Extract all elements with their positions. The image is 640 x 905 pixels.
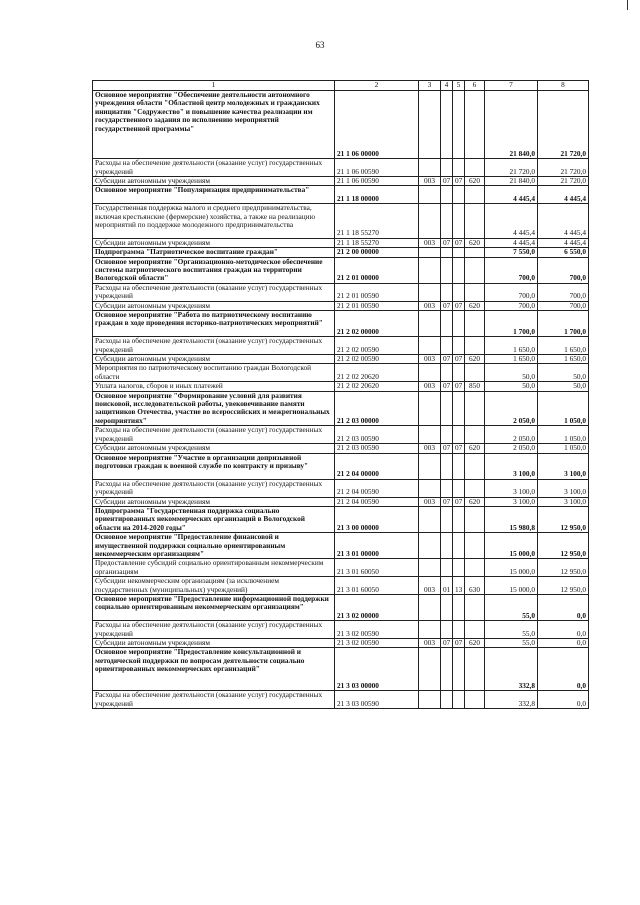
section-code-cell: [441, 453, 453, 479]
table-row: [93, 159, 589, 177]
header-cell: 7: [485, 81, 538, 91]
subsection-code-cell: 07: [453, 382, 465, 391]
subsection-code-cell: [453, 186, 465, 204]
ministry-code-cell: [419, 257, 441, 283]
row-name-cell: Основное мероприятие "Популяризация предпринимательства": [93, 186, 335, 204]
row-name-cell: Основное мероприятие "Предоставление финансовой и имущественной поддержки социально ориентированным некоммерческим организациям": [93, 533, 335, 559]
subsection-code-cell: [453, 621, 465, 639]
subsection-code-cell: [453, 283, 465, 301]
row-name-cell: Расходы на обеспечение деятельности (оказание услуг) государственных учреждений: [93, 159, 335, 177]
subsection-code-cell: 07: [453, 177, 465, 186]
expense-type-cell: 620: [465, 177, 485, 186]
section-code-cell: 07: [441, 638, 453, 647]
table-row: [93, 311, 589, 337]
table-row: [93, 355, 589, 364]
row-name-cell: Субсидии автономным учреждениям: [93, 497, 335, 506]
expense-type-cell: [465, 186, 485, 204]
budget-code-cell: 21 3 03 00590: [335, 691, 419, 709]
amount-2020-cell: 21 720,0: [538, 177, 589, 186]
budget-code-cell: 21 2 03 00000: [335, 391, 419, 426]
header-cell: 1: [93, 81, 335, 91]
row-name-cell: Предоставление субсидий социально ориентированным некоммерческим организациям: [93, 559, 335, 577]
row-name-cell: Субсидии автономным учреждениям: [93, 444, 335, 453]
table-row: [93, 337, 589, 355]
amount-2019-cell: 3 100,0: [485, 453, 538, 479]
row-name-cell: Уплата налогов, сборов и иных платежей: [93, 382, 335, 391]
expense-type-cell: [465, 391, 485, 426]
ministry-code-cell: [419, 559, 441, 577]
subsection-code-cell: [453, 506, 465, 532]
section-code-cell: 07: [441, 382, 453, 391]
subsection-code-cell: [453, 391, 465, 426]
amount-2020-cell: 700,0: [538, 257, 589, 283]
row-name-cell: Основное мероприятие "Обеспечение деятельности автономного учреждения области "Областной центр молодежных и гражданских инициатив "Содружество" и повышение качества реализации им государственного задания по исполнению мероприятий государственной программы": [93, 91, 335, 159]
budget-code-cell: 21 3 01 60050: [335, 577, 419, 595]
section-code-cell: [441, 311, 453, 337]
amount-2019-cell: 700,0: [485, 283, 538, 301]
row-name-cell: Подпрограмма "Государственная поддержка социально ориентированных некоммерческих организаций в Вологодской области на 2014-2020 годы": [93, 506, 335, 532]
section-code-cell: [441, 648, 453, 691]
header-cell: 5: [453, 81, 465, 91]
table-row: [93, 364, 589, 382]
scan-edge-mark: [627, 0, 628, 10]
subsection-code-cell: 07: [453, 497, 465, 506]
expense-type-cell: [465, 204, 485, 239]
expense-type-cell: [465, 159, 485, 177]
budget-code-cell: 21 1 18 00000: [335, 186, 419, 204]
budget-code-cell: 21 2 02 20620: [335, 382, 419, 391]
section-code-cell: [441, 283, 453, 301]
table-row: [93, 248, 589, 257]
subsection-code-cell: 07: [453, 301, 465, 310]
amount-2020-cell: 50,0: [538, 382, 589, 391]
row-name-cell: Субсидии автономным учреждениям: [93, 238, 335, 247]
row-name-cell: Субсидии автономным учреждениям: [93, 301, 335, 310]
table-row: [93, 506, 589, 532]
subsection-code-cell: [453, 559, 465, 577]
budget-table: [92, 80, 589, 709]
amount-2019-cell: 332,8: [485, 648, 538, 691]
amount-2020-cell: 3 100,0: [538, 479, 589, 497]
amount-2020-cell: 700,0: [538, 283, 589, 301]
budget-code-cell: 21 2 01 00000: [335, 257, 419, 283]
expense-type-cell: 620: [465, 355, 485, 364]
page-number: 63: [315, 40, 325, 50]
amount-2020-cell: 4 445,4: [538, 238, 589, 247]
amount-2020-cell: 21 720,0: [538, 159, 589, 177]
budget-code-cell: 21 2 04 00590: [335, 497, 419, 506]
table-row: [93, 204, 589, 239]
table-row: [93, 691, 589, 709]
budget-code-cell: 21 3 00 00000: [335, 506, 419, 532]
amount-2020-cell: 0,0: [538, 648, 589, 691]
amount-2020-cell: 50,0: [538, 364, 589, 382]
subsection-code-cell: 07: [453, 444, 465, 453]
ministry-code-cell: 003: [419, 497, 441, 506]
header-row: [93, 81, 589, 91]
amount-2019-cell: 2 050,0: [485, 444, 538, 453]
amount-2019-cell: 50,0: [485, 364, 538, 382]
amount-2020-cell: 700,0: [538, 301, 589, 310]
ministry-code-cell: [419, 691, 441, 709]
table-row: [93, 382, 589, 391]
expense-type-cell: [465, 559, 485, 577]
amount-2019-cell: 15 000,0: [485, 559, 538, 577]
amount-2020-cell: 4 445,4: [538, 186, 589, 204]
subsection-code-cell: 07: [453, 355, 465, 364]
table-row: [93, 91, 589, 159]
amount-2020-cell: 1 700,0: [538, 311, 589, 337]
amount-2020-cell: 6 550,0: [538, 248, 589, 257]
subsection-code-cell: [453, 91, 465, 159]
ministry-code-cell: 003: [419, 638, 441, 647]
amount-2020-cell: 12 950,0: [538, 506, 589, 532]
table-row: [93, 444, 589, 453]
section-code-cell: [441, 533, 453, 559]
subsection-code-cell: [453, 426, 465, 444]
row-name-cell: Основное мероприятие "Работа по патриотическому воспитанию граждан в ходе проведения историко-патриотических мероприятий": [93, 311, 335, 337]
expense-type-cell: 620: [465, 497, 485, 506]
budget-code-cell: 21 2 01 00590: [335, 301, 419, 310]
ministry-code-cell: [419, 337, 441, 355]
expense-type-cell: [465, 453, 485, 479]
table-row: [93, 186, 589, 204]
section-code-cell: 07: [441, 301, 453, 310]
header-cell: 3: [419, 81, 441, 91]
amount-2019-cell: 21 720,0: [485, 159, 538, 177]
expense-type-cell: 620: [465, 638, 485, 647]
amount-2019-cell: 15 000,0: [485, 533, 538, 559]
table-row: [93, 479, 589, 497]
amount-2019-cell: 2 050,0: [485, 426, 538, 444]
ministry-code-cell: [419, 621, 441, 639]
budget-code-cell: 21 2 03 00590: [335, 444, 419, 453]
amount-2020-cell: 3 100,0: [538, 453, 589, 479]
budget-code-cell: 21 2 02 00000: [335, 311, 419, 337]
row-name-cell: Расходы на обеспечение деятельности (оказание услуг) государственных учреждений: [93, 426, 335, 444]
section-code-cell: [441, 248, 453, 257]
row-name-cell: Мероприятия по патриотическому воспитанию граждан Вологодской области: [93, 364, 335, 382]
ministry-code-cell: [419, 248, 441, 257]
subsection-code-cell: [453, 648, 465, 691]
amount-2019-cell: 55,0: [485, 621, 538, 639]
amount-2020-cell: 1 650,0: [538, 355, 589, 364]
section-code-cell: 07: [441, 177, 453, 186]
expense-type-cell: 620: [465, 444, 485, 453]
amount-2019-cell: 1 700,0: [485, 311, 538, 337]
amount-2019-cell: 4 445,4: [485, 204, 538, 239]
row-name-cell: Расходы на обеспечение деятельности (оказание услуг) государственных учреждений: [93, 479, 335, 497]
row-name-cell: Субсидии некоммерческим организациям (за исключением государственных (муниципальных) учреждений): [93, 577, 335, 595]
amount-2020-cell: 1 050,0: [538, 426, 589, 444]
expense-type-cell: [465, 426, 485, 444]
budget-code-cell: 21 1 18 55270: [335, 238, 419, 247]
table-row: [93, 559, 589, 577]
header-cell: 4: [441, 81, 453, 91]
row-name-cell: Основное мероприятие "Предоставление информационной поддержки социально ориентированным некоммерческим организациям": [93, 594, 335, 620]
ministry-code-cell: 003: [419, 301, 441, 310]
budget-code-cell: 21 2 04 00590: [335, 479, 419, 497]
expense-type-cell: [465, 594, 485, 620]
ministry-code-cell: [419, 426, 441, 444]
amount-2019-cell: 332,8: [485, 691, 538, 709]
budget-code-cell: 21 1 06 00590: [335, 159, 419, 177]
expense-type-cell: [465, 311, 485, 337]
expense-type-cell: [465, 257, 485, 283]
section-code-cell: 07: [441, 444, 453, 453]
budget-code-cell: 21 3 02 00590: [335, 638, 419, 647]
expense-type-cell: [465, 283, 485, 301]
subsection-code-cell: 07: [453, 238, 465, 247]
expense-type-cell: [465, 621, 485, 639]
amount-2020-cell: 1 050,0: [538, 444, 589, 453]
subsection-code-cell: [453, 691, 465, 709]
budget-code-cell: 21 3 01 60050: [335, 559, 419, 577]
row-name-cell: Субсидии автономным учреждениям: [93, 177, 335, 186]
expense-type-cell: [465, 479, 485, 497]
table-row: [93, 497, 589, 506]
expense-type-cell: 620: [465, 238, 485, 247]
subsection-code-cell: [453, 594, 465, 620]
table-row: [93, 426, 589, 444]
section-code-cell: 07: [441, 355, 453, 364]
table-row: [93, 648, 589, 691]
expense-type-cell: [465, 506, 485, 532]
amount-2019-cell: 700,0: [485, 301, 538, 310]
amount-2019-cell: 15 000,0: [485, 577, 538, 595]
section-code-cell: 07: [441, 238, 453, 247]
ministry-code-cell: 003: [419, 355, 441, 364]
budget-code-cell: 21 2 03 00590: [335, 426, 419, 444]
expense-type-cell: [465, 691, 485, 709]
budget-code-cell: 21 2 02 00590: [335, 355, 419, 364]
amount-2019-cell: 15 980,8: [485, 506, 538, 532]
budget-code-cell: 21 1 06 00590: [335, 177, 419, 186]
ministry-code-cell: [419, 648, 441, 691]
table-row: [93, 238, 589, 247]
row-name-cell: Основное мероприятие "Предоставление консультационной и методической поддержки по вопросам деятельности социально ориентированных некоммерческих организаций": [93, 648, 335, 691]
row-name-cell: Расходы на обеспечение деятельности (оказание услуг) государственных учреждений: [93, 691, 335, 709]
budget-code-cell: 21 1 06 00000: [335, 91, 419, 159]
amount-2019-cell: 4 445,4: [485, 186, 538, 204]
section-code-cell: [441, 506, 453, 532]
table-row: [93, 391, 589, 426]
header-cell: 6: [465, 81, 485, 91]
subsection-code-cell: [453, 337, 465, 355]
subsection-code-cell: [453, 533, 465, 559]
table-row: [93, 638, 589, 647]
amount-2019-cell: 1 650,0: [485, 355, 538, 364]
table-row: [93, 283, 589, 301]
amount-2020-cell: 3 100,0: [538, 497, 589, 506]
ministry-code-cell: [419, 204, 441, 239]
section-code-cell: [441, 186, 453, 204]
budget-code-cell: 21 2 01 00590: [335, 283, 419, 301]
ministry-code-cell: [419, 283, 441, 301]
expense-type-cell: 630: [465, 577, 485, 595]
ministry-code-cell: [419, 479, 441, 497]
expense-type-cell: [465, 91, 485, 159]
section-code-cell: [441, 594, 453, 620]
row-name-cell: Расходы на обеспечение деятельности (оказание услуг) государственных учреждений: [93, 337, 335, 355]
section-code-cell: 07: [441, 497, 453, 506]
budget-code-cell: 21 3 01 00000: [335, 533, 419, 559]
amount-2019-cell: 55,0: [485, 638, 538, 647]
ministry-code-cell: [419, 91, 441, 159]
ministry-code-cell: 003: [419, 444, 441, 453]
amount-2020-cell: 0,0: [538, 621, 589, 639]
ministry-code-cell: 003: [419, 238, 441, 247]
amount-2019-cell: 4 445,4: [485, 238, 538, 247]
budget-code-cell: 21 3 02 00590: [335, 621, 419, 639]
section-code-cell: [441, 559, 453, 577]
budget-code-cell: 21 2 00 00000: [335, 248, 419, 257]
budget-code-cell: 21 3 02 00000: [335, 594, 419, 620]
amount-2019-cell: 21 840,0: [485, 91, 538, 159]
expense-type-cell: 850: [465, 382, 485, 391]
ministry-code-cell: [419, 186, 441, 204]
row-name-cell: Субсидии автономным учреждениям: [93, 355, 335, 364]
ministry-code-cell: [419, 453, 441, 479]
amount-2019-cell: 21 840,0: [485, 177, 538, 186]
table-row: [93, 621, 589, 639]
amount-2020-cell: 0,0: [538, 691, 589, 709]
expense-type-cell: [465, 533, 485, 559]
row-name-cell: Подпрограмма "Патриотическое воспитание граждан": [93, 248, 335, 257]
table-row: [93, 301, 589, 310]
amount-2019-cell: 3 100,0: [485, 497, 538, 506]
amount-2019-cell: 55,0: [485, 594, 538, 620]
section-code-cell: [441, 391, 453, 426]
budget-code-cell: 21 2 04 00000: [335, 453, 419, 479]
amount-2020-cell: 0,0: [538, 638, 589, 647]
subsection-code-cell: [453, 248, 465, 257]
section-code-cell: [441, 257, 453, 283]
subsection-code-cell: [453, 204, 465, 239]
expense-type-cell: 620: [465, 301, 485, 310]
row-name-cell: Субсидии автономным учреждениям: [93, 638, 335, 647]
amount-2020-cell: 12 950,0: [538, 577, 589, 595]
amount-2019-cell: 1 650,0: [485, 337, 538, 355]
ministry-code-cell: [419, 159, 441, 177]
row-name-cell: Государственная поддержка малого и среднего предпринимательства, включая крестьянские (фермерские) хозяйства, а также на реализацию мероприятий по поддержке молодежного предпринимательства: [93, 204, 335, 239]
subsection-code-cell: [453, 311, 465, 337]
expense-type-cell: [465, 337, 485, 355]
row-name-cell: Основное мероприятие "Организационно-методическое обеспечение системы патриотического воспитания граждан на территории Вологодской области": [93, 257, 335, 283]
row-name-cell: Расходы на обеспечение деятельности (оказание услуг) государственных учреждений: [93, 621, 335, 639]
ministry-code-cell: [419, 533, 441, 559]
amount-2020-cell: 4 445,4: [538, 204, 589, 239]
amount-2020-cell: 12 950,0: [538, 533, 589, 559]
section-code-cell: [441, 91, 453, 159]
amount-2020-cell: 12 950,0: [538, 559, 589, 577]
section-code-cell: [441, 204, 453, 239]
ministry-code-cell: 003: [419, 177, 441, 186]
section-code-cell: [441, 159, 453, 177]
ministry-code-cell: 003: [419, 382, 441, 391]
budget-code-cell: 21 2 02 20620: [335, 364, 419, 382]
table-row: [93, 257, 589, 283]
ministry-code-cell: 003: [419, 577, 441, 595]
section-code-cell: [441, 426, 453, 444]
amount-2020-cell: 21 720,0: [538, 91, 589, 159]
expense-type-cell: [465, 248, 485, 257]
section-code-cell: 01: [441, 577, 453, 595]
section-code-cell: [441, 337, 453, 355]
subsection-code-cell: [453, 453, 465, 479]
ministry-code-cell: [419, 506, 441, 532]
row-name-cell: Расходы на обеспечение деятельности (оказание услуг) государственных учреждений: [93, 283, 335, 301]
header-cell: 8: [538, 81, 589, 91]
header-cell: 2: [335, 81, 419, 91]
expense-type-cell: [465, 648, 485, 691]
ministry-code-cell: [419, 594, 441, 620]
section-code-cell: [441, 691, 453, 709]
amount-2019-cell: 50,0: [485, 382, 538, 391]
row-name-cell: Основное мероприятие "Участие в организации допризывной подготовки граждан к военной службе по контракту и призыву": [93, 453, 335, 479]
amount-2020-cell: 0,0: [538, 594, 589, 620]
subsection-code-cell: [453, 364, 465, 382]
budget-code-cell: 21 1 18 55270: [335, 204, 419, 239]
ministry-code-cell: [419, 311, 441, 337]
table-row: [93, 533, 589, 559]
ministry-code-cell: [419, 391, 441, 426]
table-row: [93, 177, 589, 186]
amount-2019-cell: 2 050,0: [485, 391, 538, 426]
subsection-code-cell: 13: [453, 577, 465, 595]
subsection-code-cell: [453, 479, 465, 497]
subsection-code-cell: 07: [453, 638, 465, 647]
expense-type-cell: [465, 364, 485, 382]
amount-2020-cell: 1 050,0: [538, 391, 589, 426]
section-code-cell: [441, 364, 453, 382]
section-code-cell: [441, 621, 453, 639]
row-name-cell: Основное мероприятие "Формирование условий для развития поисковой, исследовательской работы, увековечивание памяти защитников Отечества, участие во всероссийских и межрегиональных мероприятиях": [93, 391, 335, 426]
amount-2019-cell: 3 100,0: [485, 479, 538, 497]
subsection-code-cell: [453, 159, 465, 177]
table-row: [93, 577, 589, 595]
amount-2020-cell: 1 650,0: [538, 337, 589, 355]
budget-code-cell: 21 2 02 00590: [335, 337, 419, 355]
amount-2019-cell: 7 550,0: [485, 248, 538, 257]
budget-code-cell: 21 3 03 00000: [335, 648, 419, 691]
subsection-code-cell: [453, 257, 465, 283]
amount-2019-cell: 700,0: [485, 257, 538, 283]
table-row: [93, 594, 589, 620]
ministry-code-cell: [419, 364, 441, 382]
table-row: [93, 453, 589, 479]
section-code-cell: [441, 479, 453, 497]
